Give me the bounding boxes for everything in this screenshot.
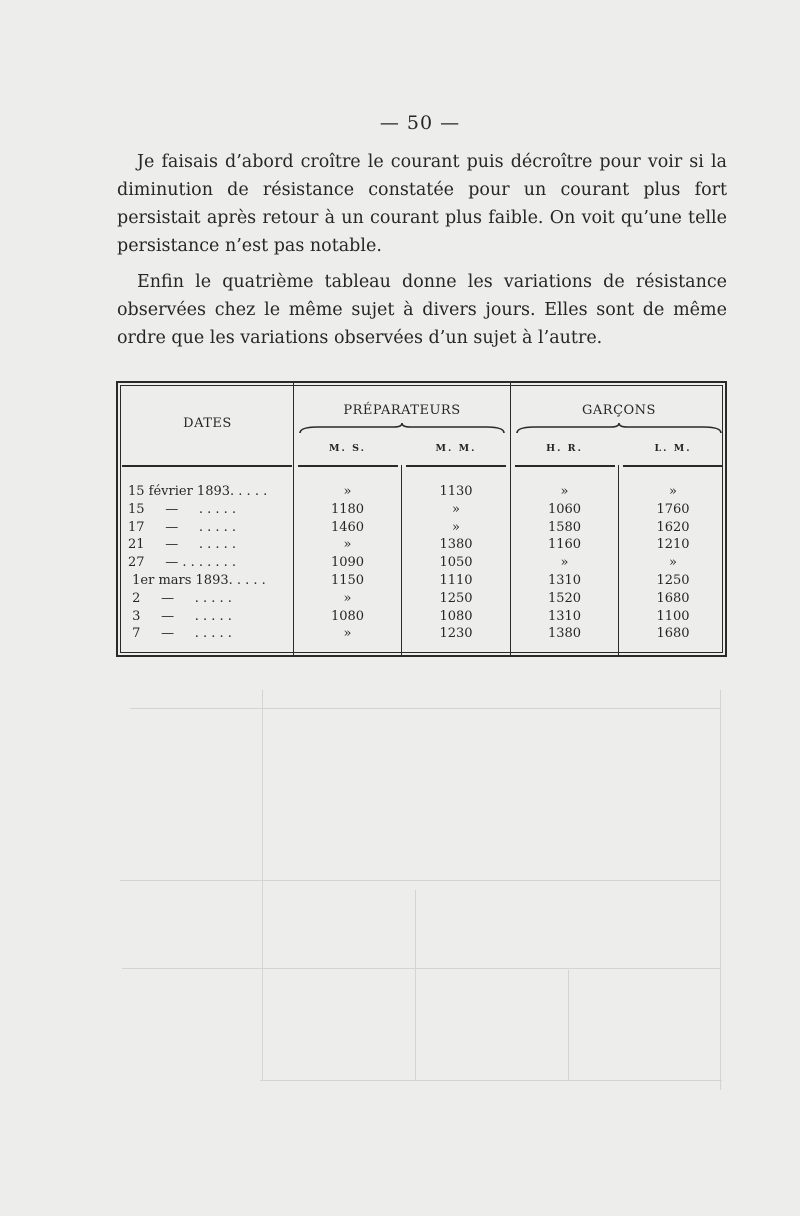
value-cell: 1160 bbox=[547, 537, 582, 553]
value-cell: 1100 bbox=[656, 608, 690, 624]
value-cell: 1110 bbox=[439, 573, 473, 588]
resistance-table bbox=[116, 381, 727, 657]
preparateurs-brace bbox=[298, 423, 506, 435]
value-cell: 1080 bbox=[330, 608, 365, 624]
date-cell: 7 — . . . . . bbox=[128, 626, 232, 642]
value-cell: 1090 bbox=[330, 555, 365, 571]
value-cell: 1760 bbox=[656, 501, 690, 517]
value-cell: 1250 bbox=[439, 590, 473, 606]
value-cell: » bbox=[452, 501, 460, 517]
value-cell: 1520 bbox=[547, 590, 582, 606]
value-cell: 1250 bbox=[656, 573, 690, 588]
preparateurs-header: PRÉPARATEURS bbox=[343, 403, 461, 418]
value-cell: » bbox=[669, 555, 677, 571]
date-cell: 21 — . . . . . bbox=[128, 537, 237, 553]
value-cell: 1620 bbox=[656, 519, 690, 535]
date-cell: 27 — . . . . . . . bbox=[128, 555, 237, 571]
col-header-lm: L. M. bbox=[654, 443, 692, 454]
value-cell: 1150 bbox=[330, 573, 365, 588]
value-cell: » bbox=[560, 484, 569, 499]
col-header-ms: M. S. bbox=[329, 443, 366, 454]
page-number: — 50 — bbox=[379, 112, 461, 134]
value-cell: 1580 bbox=[547, 519, 582, 535]
date-cell: 1er mars 1893. . . . . bbox=[128, 573, 266, 588]
value-cell: 1180 bbox=[330, 501, 365, 517]
value-cell: 1230 bbox=[439, 626, 473, 642]
garcons-brace bbox=[515, 423, 723, 435]
dates-header: DATES bbox=[183, 416, 232, 431]
value-cell: 1060 bbox=[547, 501, 582, 517]
value-cell: » bbox=[343, 537, 352, 553]
value-cell: 1380 bbox=[439, 537, 473, 553]
col-header-hr: H. R. bbox=[546, 443, 583, 454]
value-cell: » bbox=[343, 590, 352, 606]
value-cell: 1130 bbox=[439, 484, 473, 499]
value-cell: » bbox=[452, 519, 460, 535]
date-cell: 15 février 1893. . . . . bbox=[128, 484, 268, 499]
col-header-mm: M. M. bbox=[435, 443, 477, 454]
value-cell: 1310 bbox=[547, 573, 582, 588]
value-cell: » bbox=[669, 484, 677, 499]
value-cell: 1080 bbox=[439, 608, 473, 624]
value-cell: 1050 bbox=[439, 555, 473, 571]
paragraph-2: Enfin le quatrième tableau donne les variations de résistance observées chez le même sujet à divers jours. Elles sont de même ordre que les variations observées d’un sujet à l’autre. bbox=[117, 272, 727, 348]
value-cell: » bbox=[560, 555, 569, 571]
value-cell: 1310 bbox=[547, 608, 582, 624]
paragraph-1: Je faisais d’abord croître le courant puis décroître pour voir si la diminution de résistance constatée pour un courant plus fort persistait après retour à un courant plus faible. On voit qu’une telle persistance n’est pas notable. bbox=[117, 152, 727, 256]
value-cell: 1210 bbox=[656, 537, 690, 553]
value-cell: » bbox=[343, 484, 352, 499]
date-cell: 15 — . . . . . bbox=[128, 501, 237, 517]
value-cell: » bbox=[343, 626, 352, 642]
date-cell: 3 — . . . . . bbox=[128, 608, 232, 624]
value-cell: 1680 bbox=[656, 626, 690, 642]
garcons-header: GARÇONS bbox=[582, 403, 656, 418]
value-cell: 1460 bbox=[330, 519, 365, 535]
value-cell: 1380 bbox=[547, 626, 582, 642]
date-cell: 2 — . . . . . bbox=[128, 590, 232, 606]
date-cell: 17 — . . . . . bbox=[128, 519, 237, 535]
value-cell: 1680 bbox=[656, 590, 690, 606]
